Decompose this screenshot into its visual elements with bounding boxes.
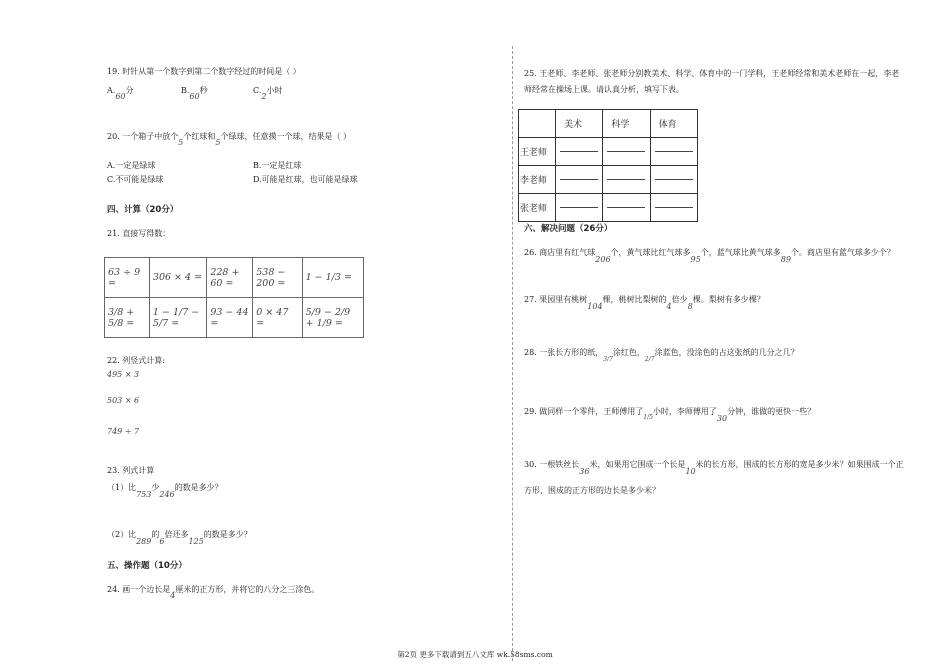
table-header-cell: 科学 [603, 110, 650, 138]
q19-option-b: B.60秒 [181, 86, 208, 101]
q29-text: 29. 做同样一个零件，王师傅用了$_{1/5}$小时，李师傅用了30分钟，谁做的更快一些？ [524, 407, 816, 423]
answer-blank[interactable] [556, 194, 603, 222]
calc-cell: 93 − 44 = [207, 298, 253, 338]
q23-part2: （2）比289的6倍还多125的数是多少？ [107, 530, 252, 546]
table-row-label: 张老师 [519, 194, 556, 222]
q19-text: 19. 时针从第一个数字到第二个数字经过的时间是（ ） [107, 67, 301, 76]
q24-text: 24. 画一个边长是4厘米的正方形，并将它的八分之三涂色。 [107, 585, 320, 600]
q21-text: 21. 直接写得数： [107, 229, 171, 238]
column-divider [512, 46, 513, 661]
q19-option-c: C.2小时 [253, 86, 283, 101]
table-header-cell: 体育 [650, 110, 697, 138]
calc-cell: 538 − 200 = [253, 258, 302, 298]
calc-cell: 3/8 + 5/8 = [105, 298, 150, 338]
q30-line2: 方形，围成的正方形的边长是多少米？ [524, 486, 660, 495]
q20-option-d: D.可能是红球，也可能是绿球 [253, 175, 358, 184]
answer-blank[interactable] [603, 166, 650, 194]
answer-blank[interactable] [556, 138, 603, 166]
q23-text: 23. 列式计算 [107, 466, 155, 475]
section-4-heading: 四、计算（20分） [107, 205, 179, 215]
q26-text: 26. 商店里有红气球206个，黄气球比红气球多95个，蓝气球比黄气球多89个。商店里有蓝气球多少个？ [524, 248, 895, 264]
page-footer: 第2页 更多下载请到五八文库 wk.58sms.com [397, 650, 553, 659]
calc-cell: 1 − 1/7 − 5/7 = [149, 298, 206, 338]
answer-blank[interactable] [603, 138, 650, 166]
q20-option-b: B.一定是红球 [253, 161, 302, 170]
q22-item: 503 × 6 [107, 396, 140, 405]
q23-part1: （1）比753少246的数是多少？ [107, 483, 223, 499]
calc-cell: 63 ÷ 9 = [105, 258, 150, 298]
answer-blank[interactable] [603, 194, 650, 222]
teacher-table [518, 109, 698, 222]
q22-item: 749 ÷ 7 [107, 427, 140, 436]
q20-option-a: A.一定是绿球 [107, 161, 156, 170]
calc-cell: 5/9 − 2/9 + 1/9 = [302, 298, 363, 338]
calc-cell: 228 + 60 = [207, 258, 253, 298]
q20-text: 20. 一个箱子中放个5个红球和5个绿球，任意摸一个球，结果是（ ） [107, 132, 351, 147]
answer-blank[interactable] [650, 138, 697, 166]
table-row-label: 王老师 [519, 138, 556, 166]
section-6-heading: 六、解决问题（26分） [524, 224, 613, 234]
table-header-cell: 美术 [556, 110, 603, 138]
q20-option-c: C.不可能是绿球 [107, 175, 164, 184]
q28-text: 28. 一张长方形的纸，$_{3/7}$涂红色，$_{2/7}$涂蓝色，没涂色的占这张纸的几分之几？ [524, 348, 799, 363]
calc-cell: 1 − 1/3 = [302, 258, 363, 298]
answer-blank[interactable] [556, 166, 603, 194]
answer-blank[interactable] [650, 166, 697, 194]
q25-line1: 25. 王老师、李老师、张老师分别教美术、科学、体育中的一门学科，王老师经常和美术老师在一起，李老 [524, 69, 900, 78]
table-row-label: 李老师 [519, 166, 556, 194]
calc-cell: 306 × 4 = [149, 258, 206, 298]
calc-table [104, 257, 364, 338]
answer-blank[interactable] [650, 194, 697, 222]
q30-line1: 30. 一根铁丝长36米，如果用它围成一个长是10米的长方形，围成的长方形的宽是多少米？如果围成一个正 [524, 460, 904, 476]
q22-text: 22. 列竖式计算: [107, 356, 165, 365]
section-5-heading: 五、操作题（10分） [107, 561, 187, 571]
q25-line2: 师经常在操场上课。请认真分析，填写下表。 [524, 85, 684, 94]
q22-item: 495 × 3 [107, 370, 140, 379]
table-header-cell [519, 110, 556, 138]
q27-text: 27. 果园里有桃树104棵，桃树比梨树的4倍少8棵。梨树有多少棵？ [524, 295, 765, 311]
q19-option-a: A.60分 [107, 86, 134, 101]
calc-cell: 0 × 47 = [253, 298, 302, 338]
